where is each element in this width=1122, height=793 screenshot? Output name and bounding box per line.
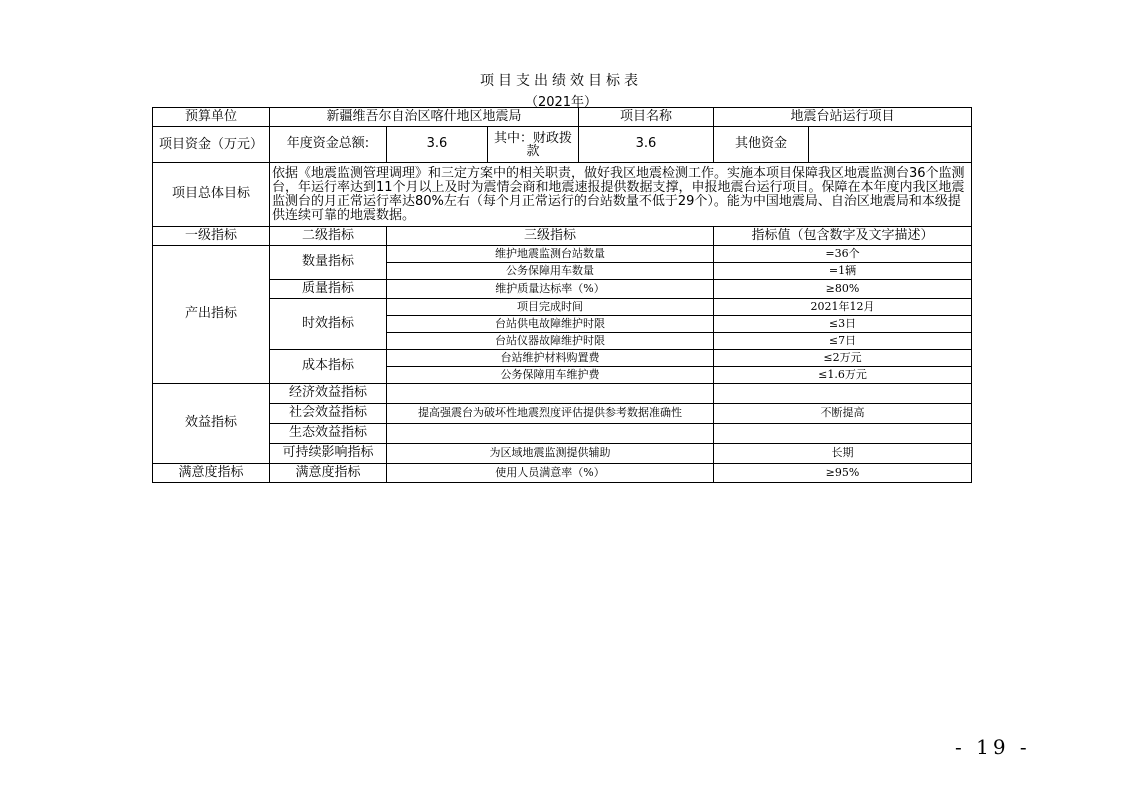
- col-level3-header: 三级指标: [387, 227, 714, 246]
- group-benefit-label: 效益指标: [153, 384, 270, 464]
- indicator-value: =1辆: [714, 263, 972, 280]
- indicator-name: 台站维护材料购置费: [387, 350, 714, 367]
- annual-total-value: 3.6: [387, 127, 488, 163]
- sub-satisfaction-label: 满意度指标: [270, 464, 387, 483]
- indicator-name: [387, 384, 714, 404]
- fiscal-label: 其中：财政拨款: [488, 127, 579, 163]
- indicator-name: 使用人员满意率（%）: [387, 464, 714, 483]
- sub-timeliness-label: 时效指标: [270, 299, 387, 350]
- page-number: - 19 -: [955, 735, 1031, 759]
- fiscal-value: 3.6: [579, 127, 714, 163]
- other-funds-value: [809, 127, 972, 163]
- sub-quantity-label: 数量指标: [270, 246, 387, 280]
- indicator-value: ≥80%: [714, 280, 972, 299]
- col-level1-header: 一级指标: [153, 227, 270, 246]
- indicator-value: =36个: [714, 246, 972, 263]
- indicator-value: ≤7日: [714, 333, 972, 350]
- funds-label: 项目资金（万元）: [153, 127, 270, 163]
- budget-unit-value: 新疆维吾尔自治区喀什地区地震局: [270, 108, 579, 127]
- project-name-label: 项目名称: [579, 108, 714, 127]
- sub-economic-label: 经济效益指标: [270, 384, 387, 404]
- indicator-value: 2021年12月: [714, 299, 972, 316]
- indicator-value: ≤2万元: [714, 350, 972, 367]
- sub-social-label: 社会效益指标: [270, 404, 387, 424]
- indicator-name: 维护地震监测台站数量: [387, 246, 714, 263]
- sub-sustainable-label: 可持续影响指标: [270, 444, 387, 464]
- document-subtitle: （2021年）: [524, 95, 598, 110]
- project-name-value: 地震台站运行项目: [714, 108, 972, 127]
- sub-quality-label: 质量指标: [270, 280, 387, 299]
- indicator-value: ≥95%: [714, 464, 972, 483]
- overall-goal-text: 依据《地震监测管理调理》和三定方案中的相关职责，做好我区地震检测工作。实施本项目保障我区地震监测台36个监测台，年运行率达到11个月以上及时为震情会商和地震速报提供数据支撑，申报地震台运行项目。保障在本年度内我区地震监测台的月正常运行率达80%左右（每个月正常运行的台站数量不低于29个）。能为中国地震局、自治区地震局和本级提供连续可靠的地震数据。: [270, 163, 972, 227]
- indicator-name: 台站仪器故障维护时限: [387, 333, 714, 350]
- indicator-value: ≤3日: [714, 316, 972, 333]
- document-title: 项目支出绩效目标表: [480, 73, 642, 89]
- indicator-name: [387, 424, 714, 444]
- indicator-value: [714, 384, 972, 404]
- sub-ecological-label: 生态效益指标: [270, 424, 387, 444]
- col-level2-header: 二级指标: [270, 227, 387, 246]
- indicator-name: 台站供电故障维护时限: [387, 316, 714, 333]
- indicator-name: 维护质量达标率（%）: [387, 280, 714, 299]
- indicator-value: ≤1.6万元: [714, 367, 972, 384]
- indicator-name: 公务保障用车维护费: [387, 367, 714, 384]
- indicator-name: 为区域地震监测提供辅助: [387, 444, 714, 464]
- indicator-value: 不断提高: [714, 404, 972, 424]
- budget-unit-label: 预算单位: [153, 108, 270, 127]
- indicator-name: 公务保障用车数量: [387, 263, 714, 280]
- group-output-label: 产出指标: [153, 246, 270, 384]
- annual-total-label: 年度资金总额:: [270, 127, 387, 163]
- indicator-name: 项目完成时间: [387, 299, 714, 316]
- indicator-value: [714, 424, 972, 444]
- sub-cost-label: 成本指标: [270, 350, 387, 384]
- indicator-name: 提高强震台为破坏性地震烈度评估提供参考数据准确性: [387, 404, 714, 424]
- performance-target-table: [152, 107, 972, 483]
- overall-goal-label: 项目总体目标: [153, 163, 270, 227]
- group-satisfaction-label: 满意度指标: [153, 464, 270, 483]
- other-funds-label: 其他资金: [714, 127, 809, 163]
- indicator-value: 长期: [714, 444, 972, 464]
- col-value-header: 指标值（包含数字及文字描述）: [714, 227, 972, 246]
